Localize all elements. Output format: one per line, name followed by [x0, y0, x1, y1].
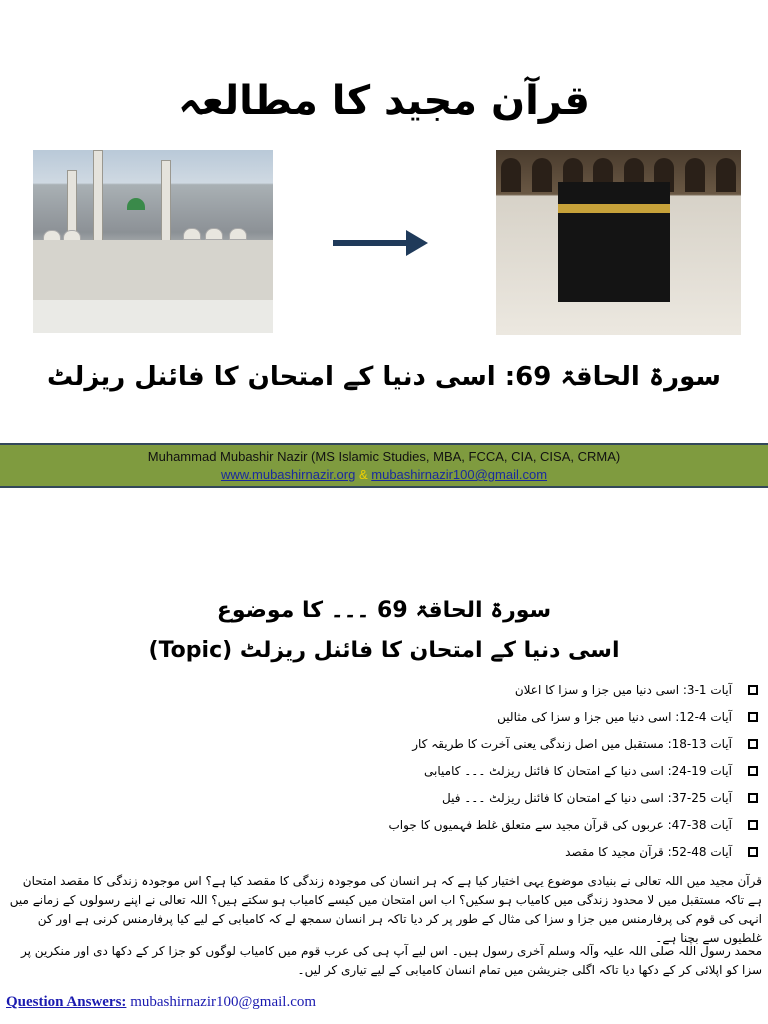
list-item: آیات 38-47: عربوں کی قرآن مجید سے متعلق غلط فہمیوں کا جواب: [298, 811, 758, 838]
masjid-nabawi-photo: [33, 150, 273, 333]
checkbox-icon: [748, 793, 758, 803]
topic-heading: سورۃ الحاقۃ 69 ۔۔۔ کا موضوع: [216, 598, 552, 623]
ampersand: &: [358, 467, 368, 482]
checkbox-icon: [748, 712, 758, 722]
checkbox-icon: [748, 766, 758, 776]
topic-subheading: اسی دنیا کے امتحان کا فائنل ریزلٹ (Topic): [148, 638, 620, 663]
list-item: آیات 48-52: قرآن مجید کا مقصد: [298, 838, 758, 865]
footer-email-link[interactable]: mubashirnazir100@gmail.com: [130, 994, 317, 1010]
author-name: Muhammad Mubashir Nazir (MS Islamic Studies, MBA, FCCA, CIA, CISA, CRMA): [147, 449, 621, 464]
green-dome: [127, 198, 145, 210]
kaaba: [558, 182, 670, 302]
page-title: قرآن مجید کا مطالعہ: [178, 78, 590, 124]
ayat-list: [298, 676, 758, 865]
list-item: آیات 4-12: اسی دنیا میں جزا و سزا کی مثالیں: [298, 703, 758, 730]
checkbox-icon: [748, 847, 758, 857]
list-item: آیات 25-37: اسی دنیا کے امتحان کا فائنل ریزلٹ ۔۔۔ فیل: [298, 784, 758, 811]
prophet-paragraph: محمد رسول اللہ صلی اللہ علیہ وآلہ وسلم آخری رسول ہیں۔ اس لیے آپ ہی کی عرب قوم میں کامیاب لوگوں کو جزا کر کے دکھا دی اور منکرین پر سزا کو اپلائی کر کے دکھا دیا تاکہ اگلی جنریشن میں تمام انسان کامیابی کے لیے تیاری کر لیں۔: [21, 944, 762, 977]
email-link[interactable]: mubashirnazir100@gmail.com: [371, 467, 548, 482]
list-item: آیات 1-3: اسی دنیا میں جزا و سزا کا اعلان: [298, 676, 758, 703]
checkbox-icon: [748, 739, 758, 749]
arrow-right-icon: [333, 230, 428, 256]
website-link[interactable]: www.mubashirnazir.org: [220, 467, 356, 482]
question-answers-label: Question Answers:: [6, 994, 127, 1010]
question-answers-footer: [6, 994, 316, 1011]
kaaba-photo: [496, 150, 741, 335]
intro-paragraph: قرآن مجید میں اللہ تعالی نے بنیادی موضوع یہی اختیار کیا ہے کہ ہر انسان کی موجودہ زندگی کا مقصد کیا ہے؟ اس موجودہ زندگی کا مقصد امتحان ہے تاکہ مستقبل میں لا محدود زندگی میں کامیاب ہو سکیں؟ اب اس امتحان میں کیسے کامیاب ہو سکتے ہیں؟ اللہ تعالی نے اپنے رسولوں کے زمانے میں انہی کی قوم کی پرفارمنس میں جزا و سزا کی مثال کے طور پر کر دیا تاکہ ہر انسان سمجھ لے کہ کامیابی کے لیے کیا پرفارمنس کرنی ہے اور کن غلطیوں سے بچنا ہے۔: [9, 874, 762, 945]
author-banner: [0, 443, 768, 488]
author-links: [0, 467, 768, 482]
list-item: آیات 19-24: اسی دنیا کے امتحان کا فائنل ریزلٹ ۔۔۔ کامیابی: [298, 757, 758, 784]
checkbox-icon: [748, 685, 758, 695]
surah-subtitle: سورۃ الحاقۃ 69: اسی دنیا کے امتحان کا فائنل ریزلٹ: [47, 362, 721, 392]
checkbox-icon: [748, 820, 758, 830]
list-item: آیات 13-18: مستقبل میں اصل زندگی یعنی آخرت کا طریقہ کار: [298, 730, 758, 757]
